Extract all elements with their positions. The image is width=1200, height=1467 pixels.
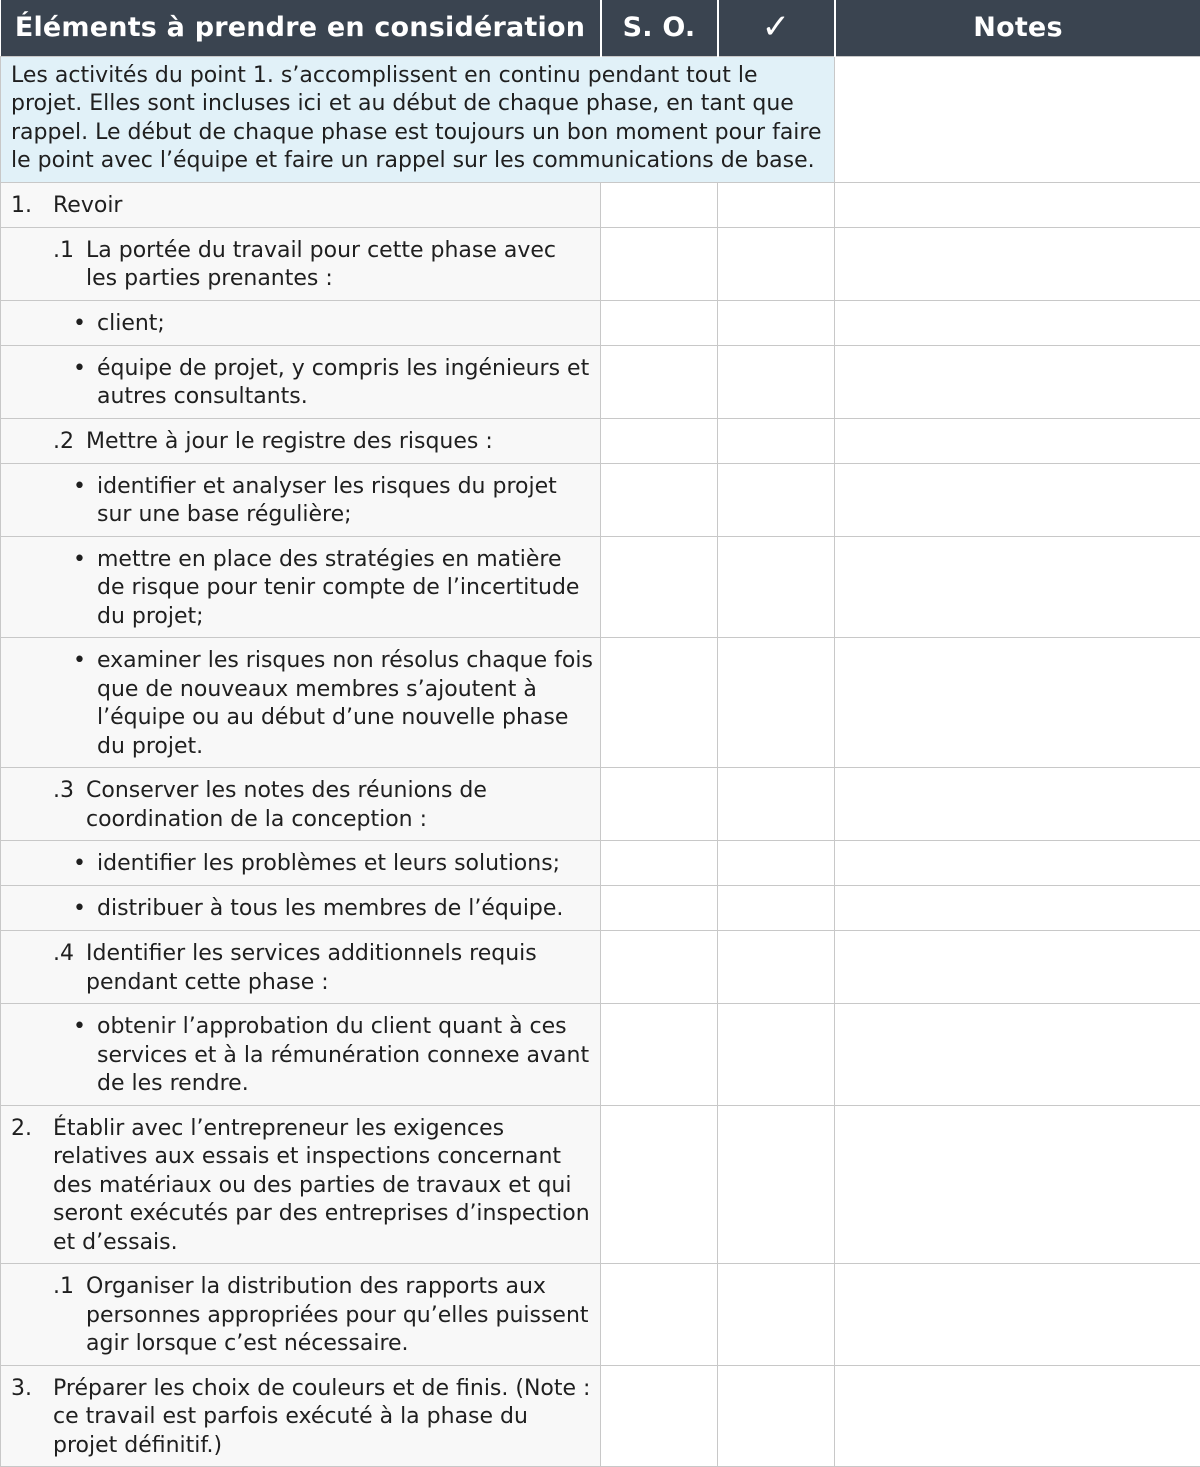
item-text: équipe de projet, y compris les ingénieurs et autres consultants. bbox=[97, 355, 594, 412]
check-cell[interactable] bbox=[718, 418, 835, 463]
table-row bbox=[1, 1365, 1200, 1467]
notes-cell[interactable] bbox=[835, 886, 1200, 931]
intro-row bbox=[1, 56, 1200, 182]
table-row bbox=[1, 768, 1200, 841]
item-cell bbox=[1, 768, 601, 841]
item-marker: 2. bbox=[11, 1115, 53, 1258]
notes-cell[interactable] bbox=[835, 227, 1200, 300]
notes-cell[interactable] bbox=[835, 56, 1200, 182]
item-text: identifier et analyser les risques du projet sur une base régulière; bbox=[97, 473, 594, 530]
item-marker: 1. bbox=[11, 192, 53, 221]
check-cell[interactable] bbox=[718, 638, 835, 768]
notes-cell[interactable] bbox=[835, 182, 1200, 227]
header-not-applicable: S. O. bbox=[601, 0, 718, 56]
check-cell[interactable] bbox=[718, 1365, 835, 1467]
bullet-icon: • bbox=[73, 850, 97, 879]
item-cell bbox=[1, 345, 601, 418]
item-text: Conserver les notes des réunions de coordination de la conception : bbox=[86, 777, 594, 834]
check-cell[interactable] bbox=[718, 886, 835, 931]
bullet-icon: • bbox=[73, 355, 97, 412]
na-cell[interactable] bbox=[601, 300, 718, 345]
na-cell[interactable] bbox=[601, 886, 718, 931]
check-cell[interactable] bbox=[718, 463, 835, 536]
item-text: Préparer les choix de couleurs et de finis. (Note : ce travail est parfois exécuté à la phase du projet définitif.) bbox=[53, 1375, 594, 1461]
table-row bbox=[1, 182, 1200, 227]
table-row bbox=[1, 886, 1200, 931]
check-cell[interactable] bbox=[718, 227, 835, 300]
table-row bbox=[1, 638, 1200, 768]
notes-cell[interactable] bbox=[835, 1264, 1200, 1366]
table-row bbox=[1, 931, 1200, 1004]
table-row bbox=[1, 418, 1200, 463]
bullet-icon: • bbox=[73, 546, 97, 632]
item-cell bbox=[1, 536, 601, 638]
table-row bbox=[1, 841, 1200, 886]
na-cell[interactable] bbox=[601, 1365, 718, 1467]
item-marker: .1 bbox=[53, 237, 86, 294]
item-text: mettre en place des stratégies en matière de risque pour tenir compte de l’incertitude du projet; bbox=[97, 546, 594, 632]
bullet-icon: • bbox=[73, 310, 97, 339]
check-cell[interactable] bbox=[718, 300, 835, 345]
item-text: Identifier les services additionnels requis pendant cette phase : bbox=[86, 940, 594, 997]
bullet-icon: • bbox=[73, 647, 97, 761]
item-cell bbox=[1, 463, 601, 536]
check-cell[interactable] bbox=[718, 931, 835, 1004]
item-cell bbox=[1, 182, 601, 227]
notes-cell[interactable] bbox=[835, 1004, 1200, 1106]
item-cell bbox=[1, 1105, 601, 1264]
table-row bbox=[1, 1004, 1200, 1106]
header-check bbox=[718, 0, 835, 56]
na-cell[interactable] bbox=[601, 536, 718, 638]
item-text: Organiser la distribution des rapports aux personnes appropriées pour qu’elles puissent agir lorsque c’est nécessaire. bbox=[86, 1273, 594, 1359]
notes-cell[interactable] bbox=[835, 1105, 1200, 1264]
na-cell[interactable] bbox=[601, 931, 718, 1004]
item-cell bbox=[1, 841, 601, 886]
table-row bbox=[1, 300, 1200, 345]
item-cell bbox=[1, 886, 601, 931]
header-row bbox=[1, 0, 1200, 56]
check-cell[interactable] bbox=[718, 768, 835, 841]
na-cell[interactable] bbox=[601, 1004, 718, 1106]
check-cell[interactable] bbox=[718, 536, 835, 638]
item-cell bbox=[1, 418, 601, 463]
na-cell[interactable] bbox=[601, 227, 718, 300]
intro-text: Les activités du point 1. s’accomplissent en continu pendant tout le projet. Elles sont incluses ici et au début de chaque phase, en tant que rappel. Le début de chaque phase est toujours un bon moment pour faire le point avec l’équipe et faire un rappel sur les communications de base. bbox=[1, 56, 835, 182]
item-text: La portée du travail pour cette phase avec les parties prenantes : bbox=[86, 237, 594, 294]
bullet-icon: • bbox=[73, 895, 97, 924]
bullet-icon: • bbox=[73, 473, 97, 530]
check-cell[interactable] bbox=[718, 182, 835, 227]
check-cell[interactable] bbox=[718, 1264, 835, 1366]
table-row bbox=[1, 463, 1200, 536]
item-cell bbox=[1, 227, 601, 300]
item-cell bbox=[1, 931, 601, 1004]
item-cell bbox=[1, 300, 601, 345]
item-text: identifier les problèmes et leurs solutions; bbox=[97, 850, 594, 879]
check-cell[interactable] bbox=[718, 1105, 835, 1264]
table-row bbox=[1, 345, 1200, 418]
item-cell bbox=[1, 638, 601, 768]
na-cell[interactable] bbox=[601, 768, 718, 841]
header-items: Éléments à prendre en considération bbox=[1, 0, 601, 56]
item-marker: .1 bbox=[53, 1273, 86, 1359]
na-cell[interactable] bbox=[601, 345, 718, 418]
table-row bbox=[1, 536, 1200, 638]
notes-cell[interactable] bbox=[835, 638, 1200, 768]
notes-cell[interactable] bbox=[835, 536, 1200, 638]
table-row bbox=[1, 227, 1200, 300]
notes-cell[interactable] bbox=[835, 463, 1200, 536]
item-text: Établir avec l’entrepreneur les exigences relatives aux essais et inspections concernant des matériaux ou des parties de travaux et qui seront exécutés par des entreprises d’inspection et d’essais. bbox=[53, 1115, 594, 1258]
check-cell[interactable] bbox=[718, 841, 835, 886]
item-marker: .2 bbox=[53, 428, 86, 457]
item-text: obtenir l’approbation du client quant à ces services et à la rémunération connexe avant de les rendre. bbox=[97, 1013, 594, 1099]
item-text: client; bbox=[97, 310, 594, 339]
check-cell[interactable] bbox=[718, 1004, 835, 1106]
notes-cell[interactable] bbox=[835, 931, 1200, 1004]
na-cell[interactable] bbox=[601, 1264, 718, 1366]
notes-cell[interactable] bbox=[835, 1365, 1200, 1467]
notes-cell[interactable] bbox=[835, 418, 1200, 463]
item-marker: .4 bbox=[53, 940, 86, 997]
na-cell[interactable] bbox=[601, 418, 718, 463]
item-text: Revoir bbox=[53, 192, 594, 221]
item-cell bbox=[1, 1365, 601, 1467]
item-text: distribuer à tous les membres de l’équipe. bbox=[97, 895, 594, 924]
notes-cell[interactable] bbox=[835, 300, 1200, 345]
na-cell[interactable] bbox=[601, 463, 718, 536]
bullet-icon: • bbox=[73, 1013, 97, 1099]
check-cell[interactable] bbox=[718, 345, 835, 418]
notes-cell[interactable] bbox=[835, 345, 1200, 418]
notes-cell[interactable] bbox=[835, 768, 1200, 841]
na-cell[interactable] bbox=[601, 638, 718, 768]
na-cell[interactable] bbox=[601, 182, 718, 227]
item-cell bbox=[1, 1004, 601, 1106]
notes-cell[interactable] bbox=[835, 841, 1200, 886]
na-cell[interactable] bbox=[601, 841, 718, 886]
table-row bbox=[1, 1105, 1200, 1264]
na-cell[interactable] bbox=[601, 1105, 718, 1264]
checkmark-icon: ✓ bbox=[762, 7, 791, 47]
item-marker: 3. bbox=[11, 1375, 53, 1461]
table-row bbox=[1, 1264, 1200, 1366]
header-notes: Notes bbox=[835, 0, 1200, 56]
item-marker: .3 bbox=[53, 777, 86, 834]
item-text: Mettre à jour le registre des risques : bbox=[86, 428, 594, 457]
item-text: examiner les risques non résolus chaque fois que de nouveaux membres s’ajoutent à l’équipe ou au début d’une nouvelle phase du projet. bbox=[97, 647, 594, 761]
item-cell bbox=[1, 1264, 601, 1366]
